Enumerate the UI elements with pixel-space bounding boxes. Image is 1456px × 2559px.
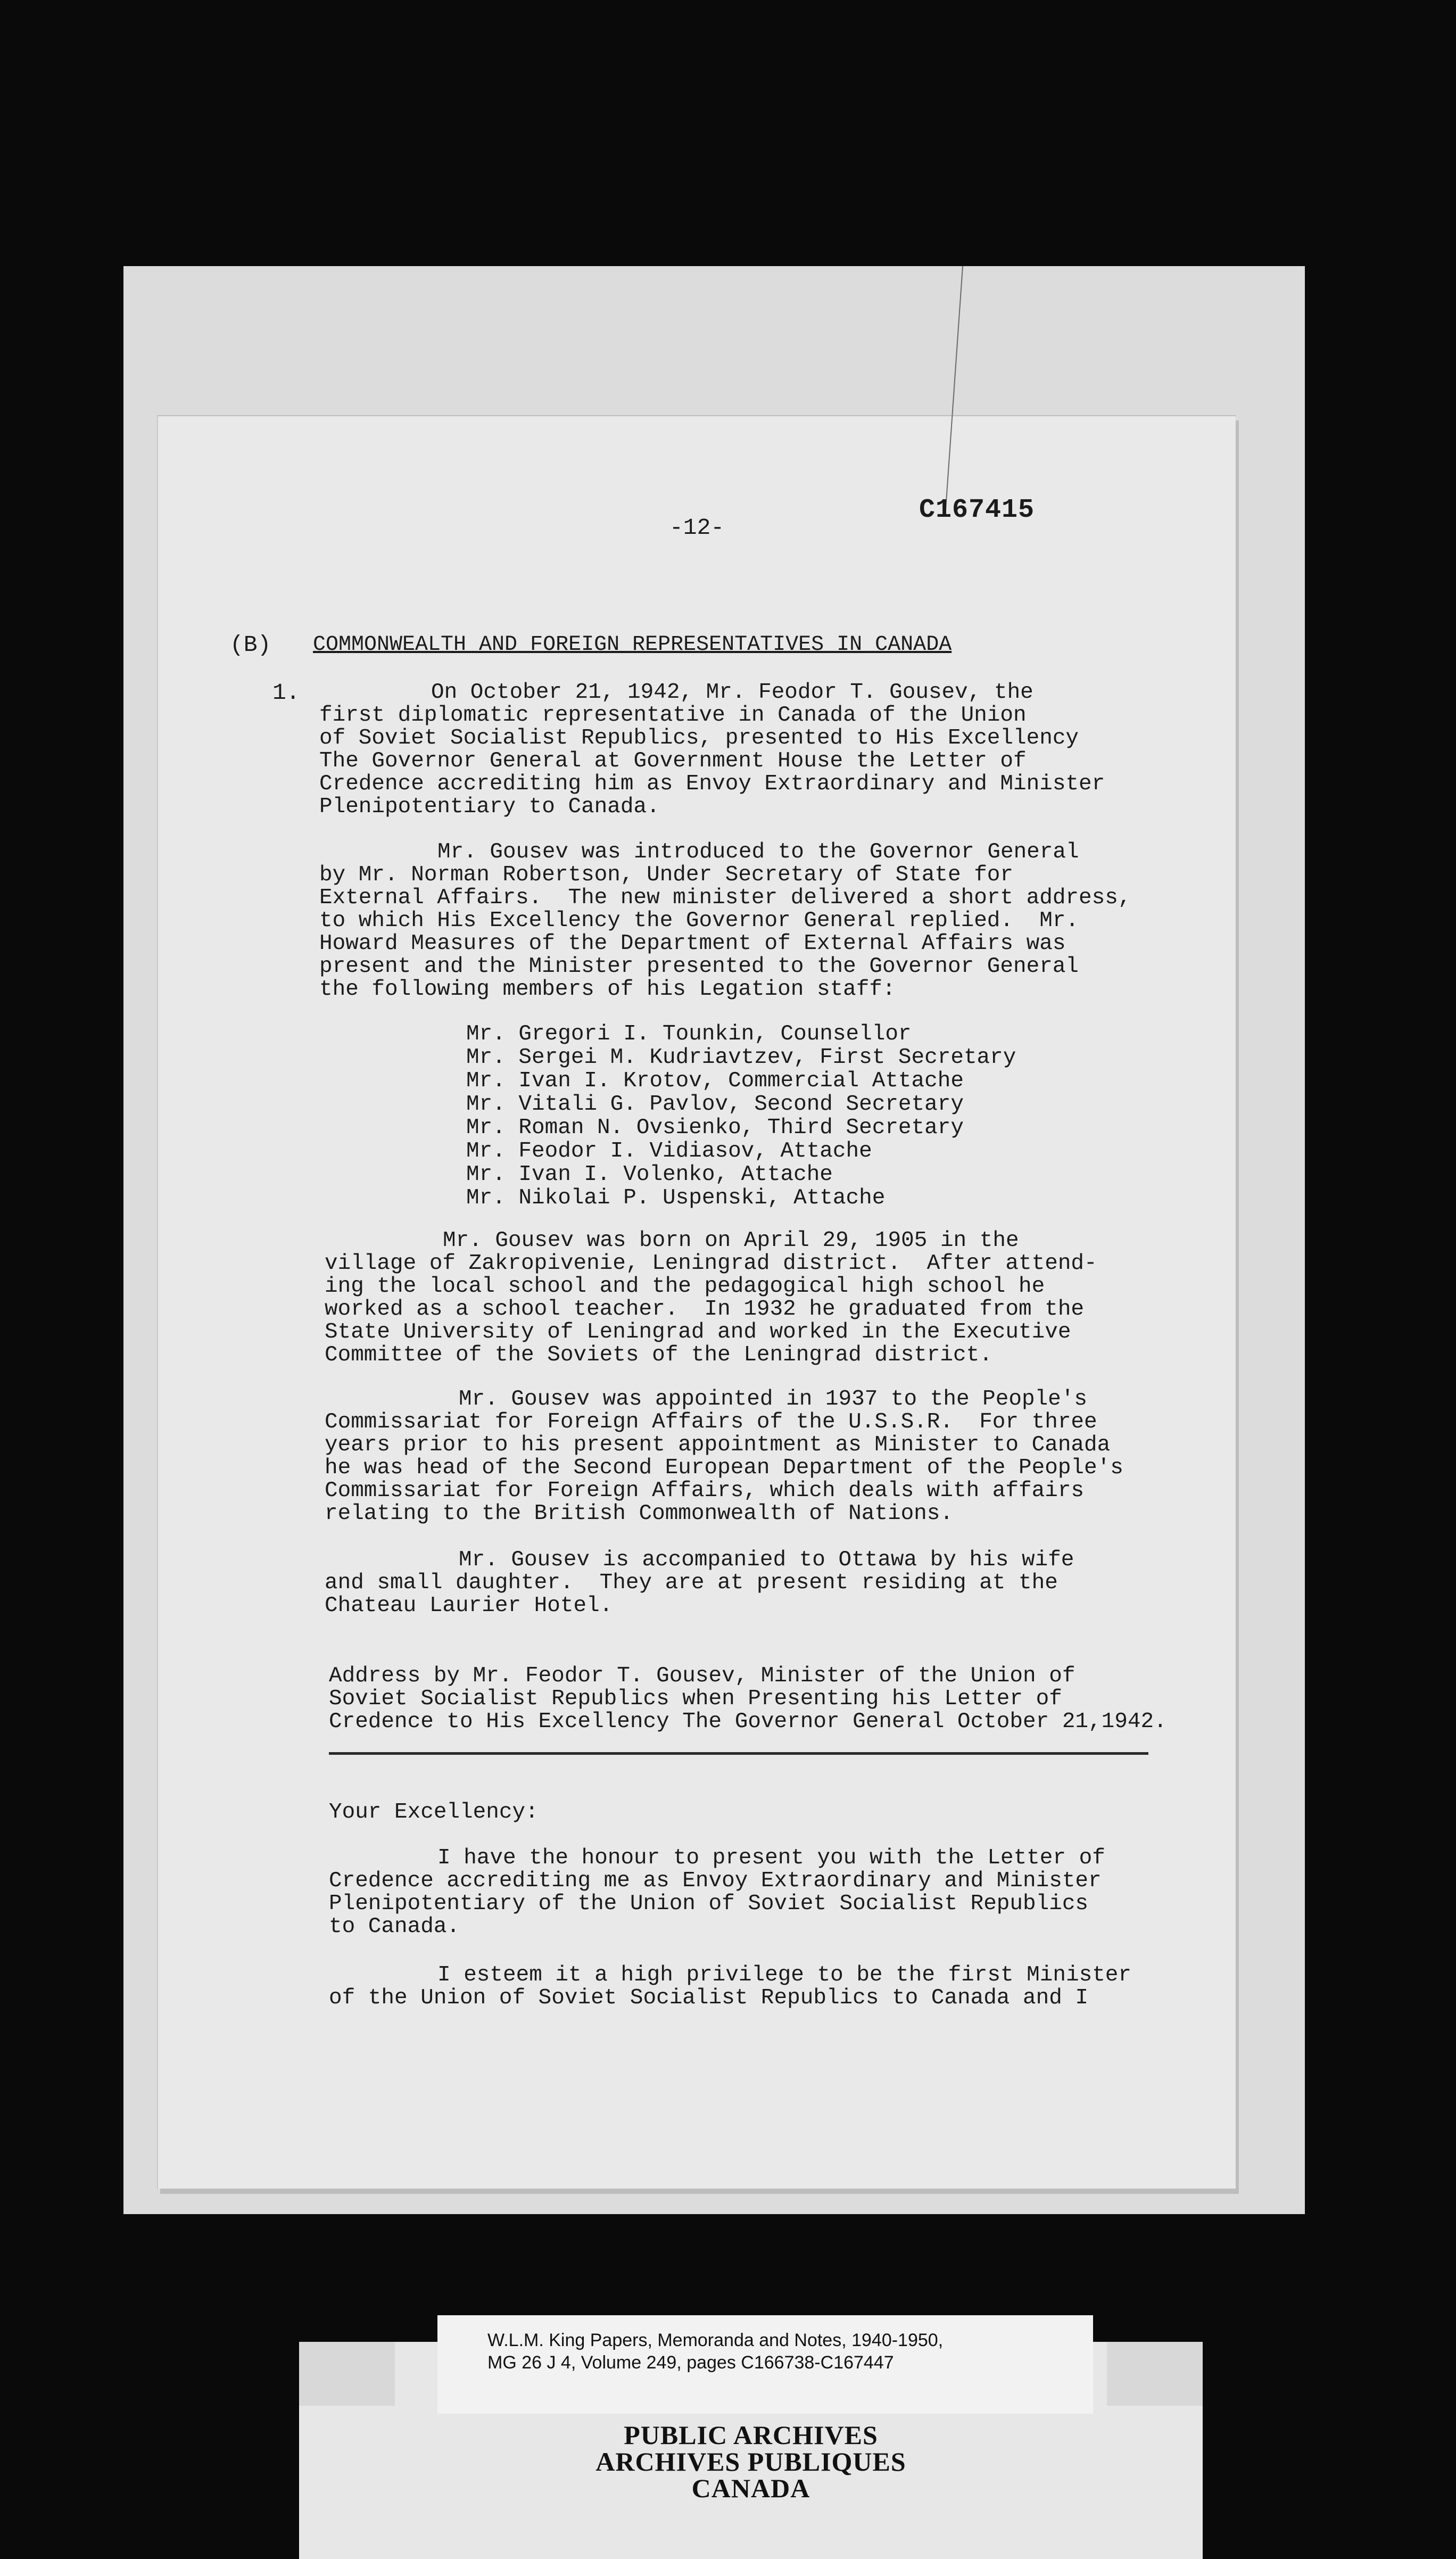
paragraph-1-line: Credence accrediting him as Envoy Extraordinary and Minister <box>319 772 1105 796</box>
paragraph-3-line: Mr. Gousev was born on April 29, 1905 in the <box>443 1228 1019 1253</box>
section-title: COMMONWEALTH AND FOREIGN REPRESENTATIVES IN CANADA <box>313 633 952 657</box>
paragraph-4-line: relating to the British Commonwealth of Nations. <box>325 1501 953 1526</box>
paragraph-1-line: On October 21, 1942, Mr. Feodor T. Gousev, the <box>431 680 1033 705</box>
paragraph-2-line: Mr. Gousev was introduced to the Governor General <box>437 840 1079 864</box>
archive-stamp-line: CANADA <box>691 2473 810 2503</box>
paragraph-2-line: Howard Measures of the Department of External Affairs was <box>319 931 1066 956</box>
staff-list-item: Mr. Sergei M. Kudriavtzev, First Secretary <box>466 1045 1016 1070</box>
paragraph-4-line: years prior to his present appointment as Minister to Canada <box>325 1433 1111 1457</box>
paragraph-1-line: The Governor General at Government House the Letter of <box>319 749 1027 773</box>
paragraph-2-line: the following members of his Legation staff: <box>319 977 896 1002</box>
page-number: -12- <box>669 515 725 541</box>
address-heading-line: Address by Mr. Feodor T. Gousev, Minister of the Union of <box>329 1664 1076 1688</box>
stamp-tab-left <box>299 2342 395 2406</box>
paragraph-1-line: Plenipotentiary to Canada. <box>319 795 660 819</box>
divider-rule <box>329 1752 1148 1755</box>
document-code: C167415 <box>919 495 1035 525</box>
paragraph-2-line: by Mr. Norman Robertson, Under Secretary of State for <box>319 863 1014 887</box>
paragraph-4-line: Mr. Gousev was appointed in 1937 to the People's <box>459 1387 1087 1411</box>
paragraph-4-line: he was head of the Second European Department of the People's <box>325 1456 1123 1480</box>
paragraph-7-line: I esteem it a high privilege to be the first Minister <box>437 1963 1132 1987</box>
paragraph-6-line: to Canada. <box>329 1914 460 1939</box>
paragraph-3-line: ing the local school and the pedagogical high school he <box>325 1274 1045 1299</box>
salutation: Your Excellency: <box>329 1800 539 1825</box>
staff-list-item: Mr. Gregori I. Tounkin, Counsellor <box>466 1022 912 1046</box>
paragraph-6-line: Plenipotentiary of the Union of Soviet Socialist Republics <box>329 1892 1089 1916</box>
address-heading-line: Credence to His Excellency The Governor General October 21,1942. <box>329 1710 1167 1734</box>
staff-list-item: Mr. Roman N. Ovsienko, Third Secretary <box>466 1116 964 1140</box>
paragraph-1-line: of Soviet Socialist Republics, presented to His Excellency <box>319 726 1079 750</box>
paragraph-2-line: External Affairs. The new minister delivered a short address, <box>319 886 1131 910</box>
paragraph-7-line: of the Union of Soviet Socialist Republics to Canada and I <box>329 1986 1089 2010</box>
paragraph-3-line: State University of Leningrad and worked in the Executive <box>325 1320 1071 1344</box>
paragraph-2-line: present and the Minister presented to the Governor General <box>319 954 1079 979</box>
paragraph-6-line: Credence accrediting me as Envoy Extraordinary and Minister <box>329 1869 1102 1893</box>
paragraph-3-line: Committee of the Soviets of the Leningrad district. <box>325 1343 992 1367</box>
paragraph-5-line: Chateau Laurier Hotel. <box>325 1594 613 1618</box>
archive-label-line: MG 26 J 4, Volume 249, pages C166738-C167447 <box>487 2352 894 2373</box>
stamp-tab-right <box>1107 2342 1203 2406</box>
paragraph-4-line: Commissariat for Foreign Affairs, which deals with affairs <box>325 1479 1085 1503</box>
archive-label-line: W.L.M. King Papers, Memoranda and Notes, 1940-1950, <box>487 2330 944 2350</box>
paragraph-5-line: Mr. Gousev is accompanied to Ottawa by his wife <box>459 1548 1074 1572</box>
staff-list-item: Mr. Ivan I. Krotov, Commercial Attache <box>466 1069 964 1093</box>
item-number: 1. <box>272 680 300 706</box>
staff-list-item: Mr. Vitali G. Pavlov, Second Secretary <box>466 1092 964 1117</box>
paragraph-1-line: first diplomatic representative in Canada of the Union <box>319 703 1027 728</box>
archive-stamp-line: ARCHIVES PUBLIQUES <box>595 2447 906 2477</box>
archive-stamp-line: PUBLIC ARCHIVES <box>624 2420 878 2450</box>
paragraph-5-line: and small daughter. They are at present residing at the <box>325 1571 1058 1595</box>
paragraph-4-line: Commissariat for Foreign Affairs of the U.S.S.R. For three <box>325 1410 1097 1434</box>
paragraph-3-line: worked as a school teacher. In 1932 he graduated from the <box>325 1297 1085 1322</box>
paragraph-6-line: I have the honour to present you with the Letter of <box>437 1846 1105 1870</box>
paragraph-3-line: village of Zakropivenie, Leningrad district. After attend- <box>325 1251 1097 1276</box>
paragraph-2-line: to which His Excellency the Governor General replied. Mr. <box>319 909 1079 933</box>
staff-list-item: Mr. Nikolai P. Uspenski, Attache <box>466 1186 886 1210</box>
section-mark: (B) <box>230 632 271 658</box>
staff-list-item: Mr. Ivan I. Volenko, Attache <box>466 1162 833 1187</box>
staff-list-item: Mr. Feodor I. Vidiasov, Attache <box>466 1139 872 1163</box>
address-heading-line: Soviet Socialist Republics when Presenting his Letter of <box>329 1687 1062 1711</box>
